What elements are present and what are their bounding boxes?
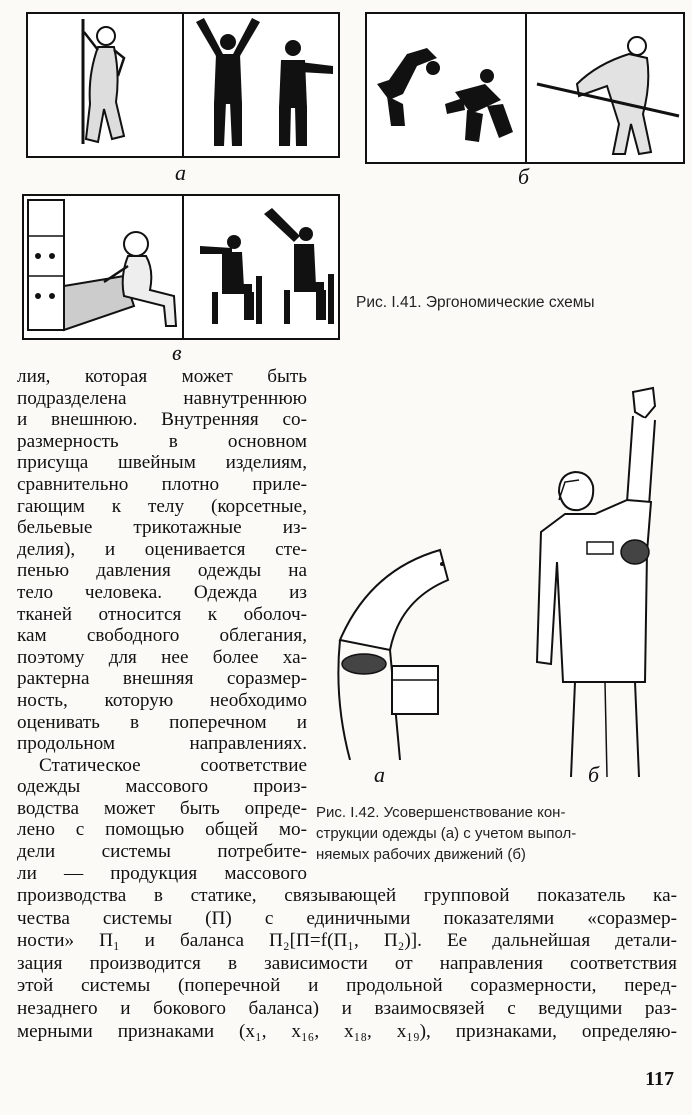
figure-142-caption: Рис. I.42. Усовершенствование кон- струкции одежды (а) с учетом выпол- няемых рабочих движений (б)	[316, 804, 577, 863]
figure-141-label-b: б	[518, 164, 530, 189]
paragraph-2: Статическое соответствие одежды массового произ- водства может быть опреде- лено с помощью общей мо- дели системы потребите- ли — продукция массового	[17, 754, 307, 884]
paragraph-1: лия, которая может быть подразделена навнутреннюю и внешнюю. Внутренняя со- размерность в основном присуща швейным изделиям, сравнительно плотно приле- гающим к телу (корсетные, бельевые трикотажные из- делия), и оценивается сте- пенью давления одежды на тело человека. Одежда из тканей относится к оболоч- кам свободного облегания, поэтому для нее более ха- рактерна внешняя соразмер- ность, которую необходимо оценивать в поперечном и продольном направлениях.	[17, 366, 307, 755]
figure-141-panel-v	[22, 194, 340, 340]
figure-141-label-v: в	[172, 340, 182, 365]
figure-142-raised-arm-worker-illustration	[535, 382, 685, 782]
figure-141-caption: Рис. I.41. Эргономические схемы	[356, 294, 595, 311]
column-text	[17, 366, 307, 884]
figure-141-panel-b	[365, 12, 685, 164]
full-width-text: производства в статике, связывающей групповой показатель ка- чества системы (П) с единичными показателями «соразмер- ности» П₁ и баланса П₂[П=f(П₁, П₂)]. Ее дальнейшая детали- зация производится в зависимости от направления соответствия этой системы (поперечной и продольной соразмерности, перед- незаднего и бокового баланса) и взаимосвязей с ведущими раз- мерными признаками (x₁, x₁₆, x₁₈, x₁₉), признаками, определяю-	[17, 885, 677, 1042]
worker-with-bar-illustration	[367, 14, 683, 162]
page-number: 117	[645, 1068, 674, 1090]
ergonomic-pictogram-arms-raised	[28, 14, 338, 156]
figure-141-label-a: а	[175, 160, 186, 185]
figure-141-panel-a	[26, 12, 340, 158]
figure-142-label-b: б	[588, 762, 600, 787]
ergonomic-pictogram-seated	[24, 196, 338, 338]
figure-142-label-a: а	[374, 762, 385, 787]
figure-142-sleeve-illustration	[330, 540, 460, 760]
